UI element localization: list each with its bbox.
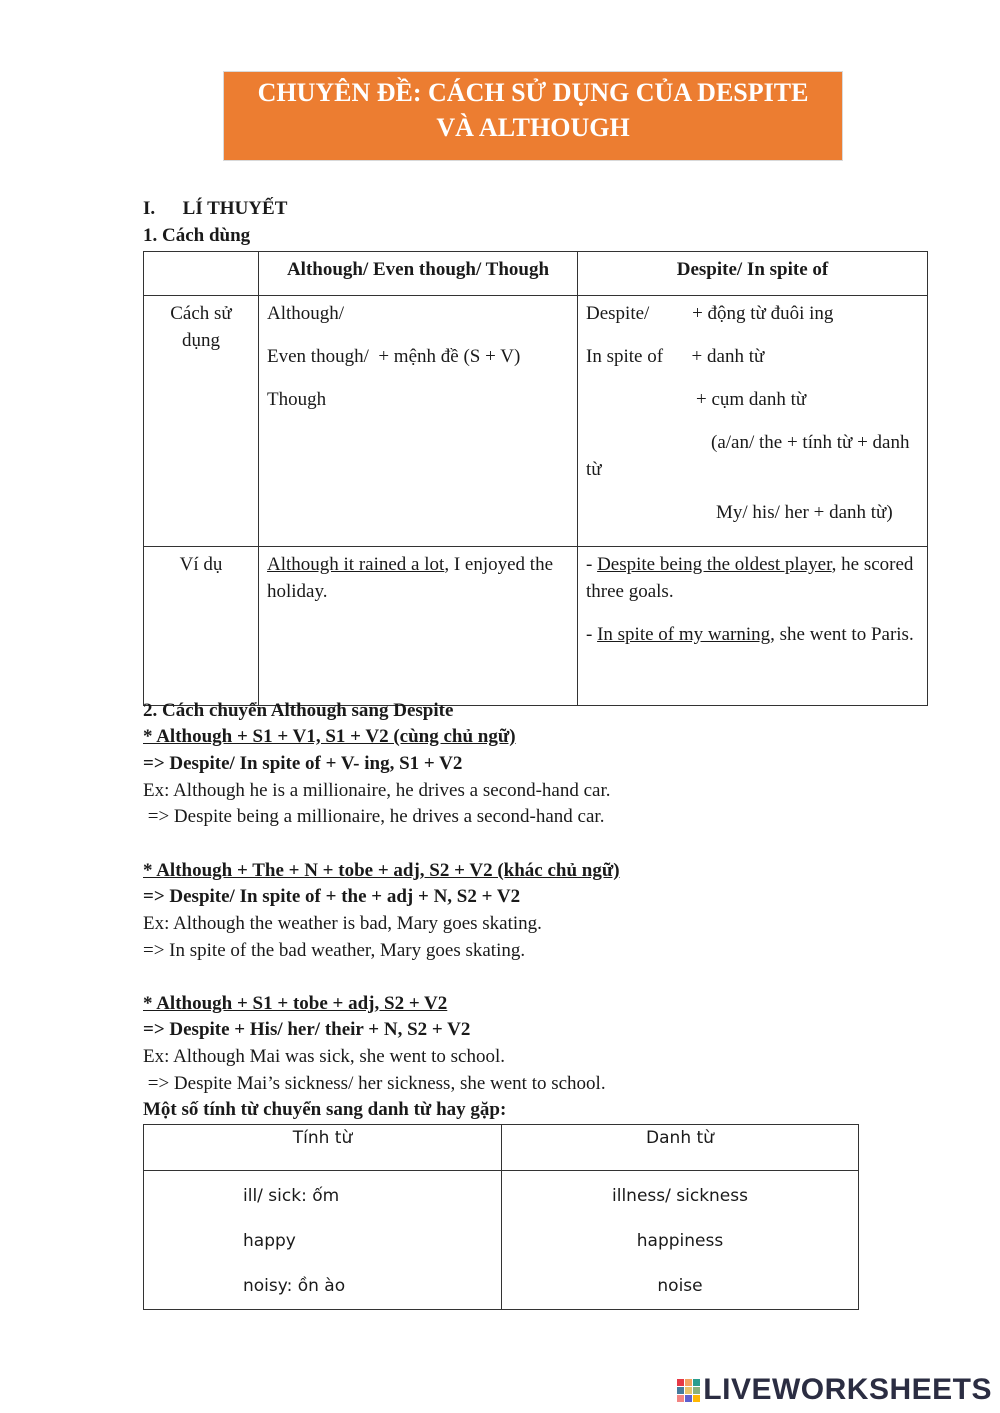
rule-result: => Despite + His/ her/ their + N, S2 + V2: [143, 1019, 471, 1040]
table-header-row: [144, 252, 928, 296]
logo-grid-square: [693, 1387, 700, 1394]
despite-example-cell: [578, 547, 928, 706]
col-header-adjective: Tính từ: [144, 1125, 502, 1171]
usage-table: [143, 251, 928, 706]
despite-line: + cụm danh từ: [696, 389, 807, 410]
logo-grid-square: [677, 1379, 684, 1386]
title-line-1: CHUYÊN ĐỀ: CÁCH SỬ DỤNG CỦA DESPITE: [257, 78, 809, 107]
table-header-empty: [144, 252, 259, 296]
although-line: Although/: [267, 303, 345, 324]
logo-grid-square: [685, 1379, 692, 1386]
inspite-example-rest: , she went to Paris.: [770, 624, 914, 645]
noun-item: happiness: [636, 1231, 724, 1251]
despite-usage-cell: [578, 296, 928, 547]
section-numeral: I.: [143, 198, 156, 219]
dash: -: [586, 554, 598, 575]
despite-example-underlined: Despite being the oldest player: [597, 554, 832, 575]
noun-cell: [502, 1171, 859, 1310]
logo-grid-square: [693, 1379, 700, 1386]
row-label-example: Ví dụ: [144, 547, 259, 706]
despite-line: In spite of + danh từ: [586, 346, 765, 367]
rule-example: Ex: Although the weather is bad, Mary goes skating.: [143, 913, 542, 934]
adjective-cell: [144, 1171, 502, 1310]
despite-line: Despite/ + động từ đuôi ing: [586, 303, 834, 324]
dash: -: [586, 624, 598, 645]
table-row: [144, 296, 928, 547]
subheading-conversion: 2. Cách chuyển Although sang Despite: [143, 700, 454, 721]
logo-grid-square: [677, 1387, 684, 1394]
adjective-item: ill/ sick: ốm: [243, 1186, 340, 1206]
rule-pattern: * Although + S1 + V1, S1 + V2 (cùng chủ ngữ): [143, 726, 516, 747]
despite-line: My/ his/ her + danh từ): [716, 502, 893, 523]
despite-line: (a/an/ the + tính từ + danh từ: [586, 432, 910, 480]
logo-grid-square: [685, 1395, 692, 1402]
noun-item: noise: [657, 1276, 703, 1296]
table-row: [144, 547, 928, 706]
adjective-item: noisy: ồn ào: [243, 1276, 346, 1296]
logo-grid-square: [693, 1395, 700, 1402]
subheading-usage: 1. Cách dùng: [143, 225, 251, 246]
although-line: Though: [267, 389, 327, 410]
logo-grid-square: [685, 1387, 692, 1394]
adjective-heading: Một số tính từ chuyển sang danh từ hay gặp:: [143, 1099, 507, 1120]
inspite-example-underlined: In spite of my warning: [597, 624, 771, 645]
rule-pattern: * Although + The + N + tobe + adj, S2 + V2 (khác chủ ngữ): [143, 860, 620, 881]
col-header-despite: Despite/ In spite of: [578, 252, 928, 296]
table-header-row: [144, 1125, 859, 1171]
although-usage-cell: [259, 296, 578, 547]
although-line: Even though/ + mệnh đề (S + V): [267, 346, 521, 367]
rule-result: => Despite/ In spite of + V- ing, S1 + V2: [143, 753, 463, 774]
rule-conversion: => In spite of the bad weather, Mary goes skating.: [143, 940, 526, 961]
logo-grid-icon: [677, 1379, 700, 1402]
rule-pattern: * Although + S1 + tobe + adj, S2 + V2: [143, 993, 448, 1014]
noun-item: illness/ sickness: [612, 1186, 748, 1206]
although-example-rest: , I enjoyed the holiday.: [267, 554, 553, 602]
although-example-underlined: Although it rained a lot: [267, 554, 445, 575]
rule-conversion: => Despite being a millionaire, he drives a second-hand car.: [143, 806, 605, 827]
rule-result: => Despite/ In spite of + the + adj + N, S2 + V2: [143, 886, 521, 907]
col-header-although: Although/ Even though/ Though: [259, 252, 578, 296]
row-label-usage: Cách sử dụng: [144, 296, 259, 547]
col-header-noun: Danh từ: [502, 1125, 859, 1171]
title-banner: [223, 71, 843, 161]
liveworksheets-logo: [677, 1373, 992, 1407]
rule-example: Ex: Although he is a millionaire, he drives a second-hand car.: [143, 780, 611, 801]
adjective-item: happy: [243, 1231, 296, 1251]
despite-example-rest: , he scored three goals.: [586, 554, 914, 602]
rule-conversion: => Despite Mai’s sickness/ her sickness, she went to school.: [143, 1073, 606, 1094]
section-heading: [143, 198, 287, 220]
logo-grid-square: [677, 1395, 684, 1402]
table-row: [144, 1171, 859, 1310]
title-line-2: VÀ ALTHOUGH: [436, 113, 630, 142]
section-title: LÍ THUYẾT: [182, 198, 288, 219]
adjective-noun-table: [143, 1124, 859, 1310]
although-example-cell: [259, 547, 578, 706]
logo-text: LIVEWORKSHEETS: [703, 1373, 992, 1406]
rule-example: Ex: Although Mai was sick, she went to school.: [143, 1046, 506, 1067]
